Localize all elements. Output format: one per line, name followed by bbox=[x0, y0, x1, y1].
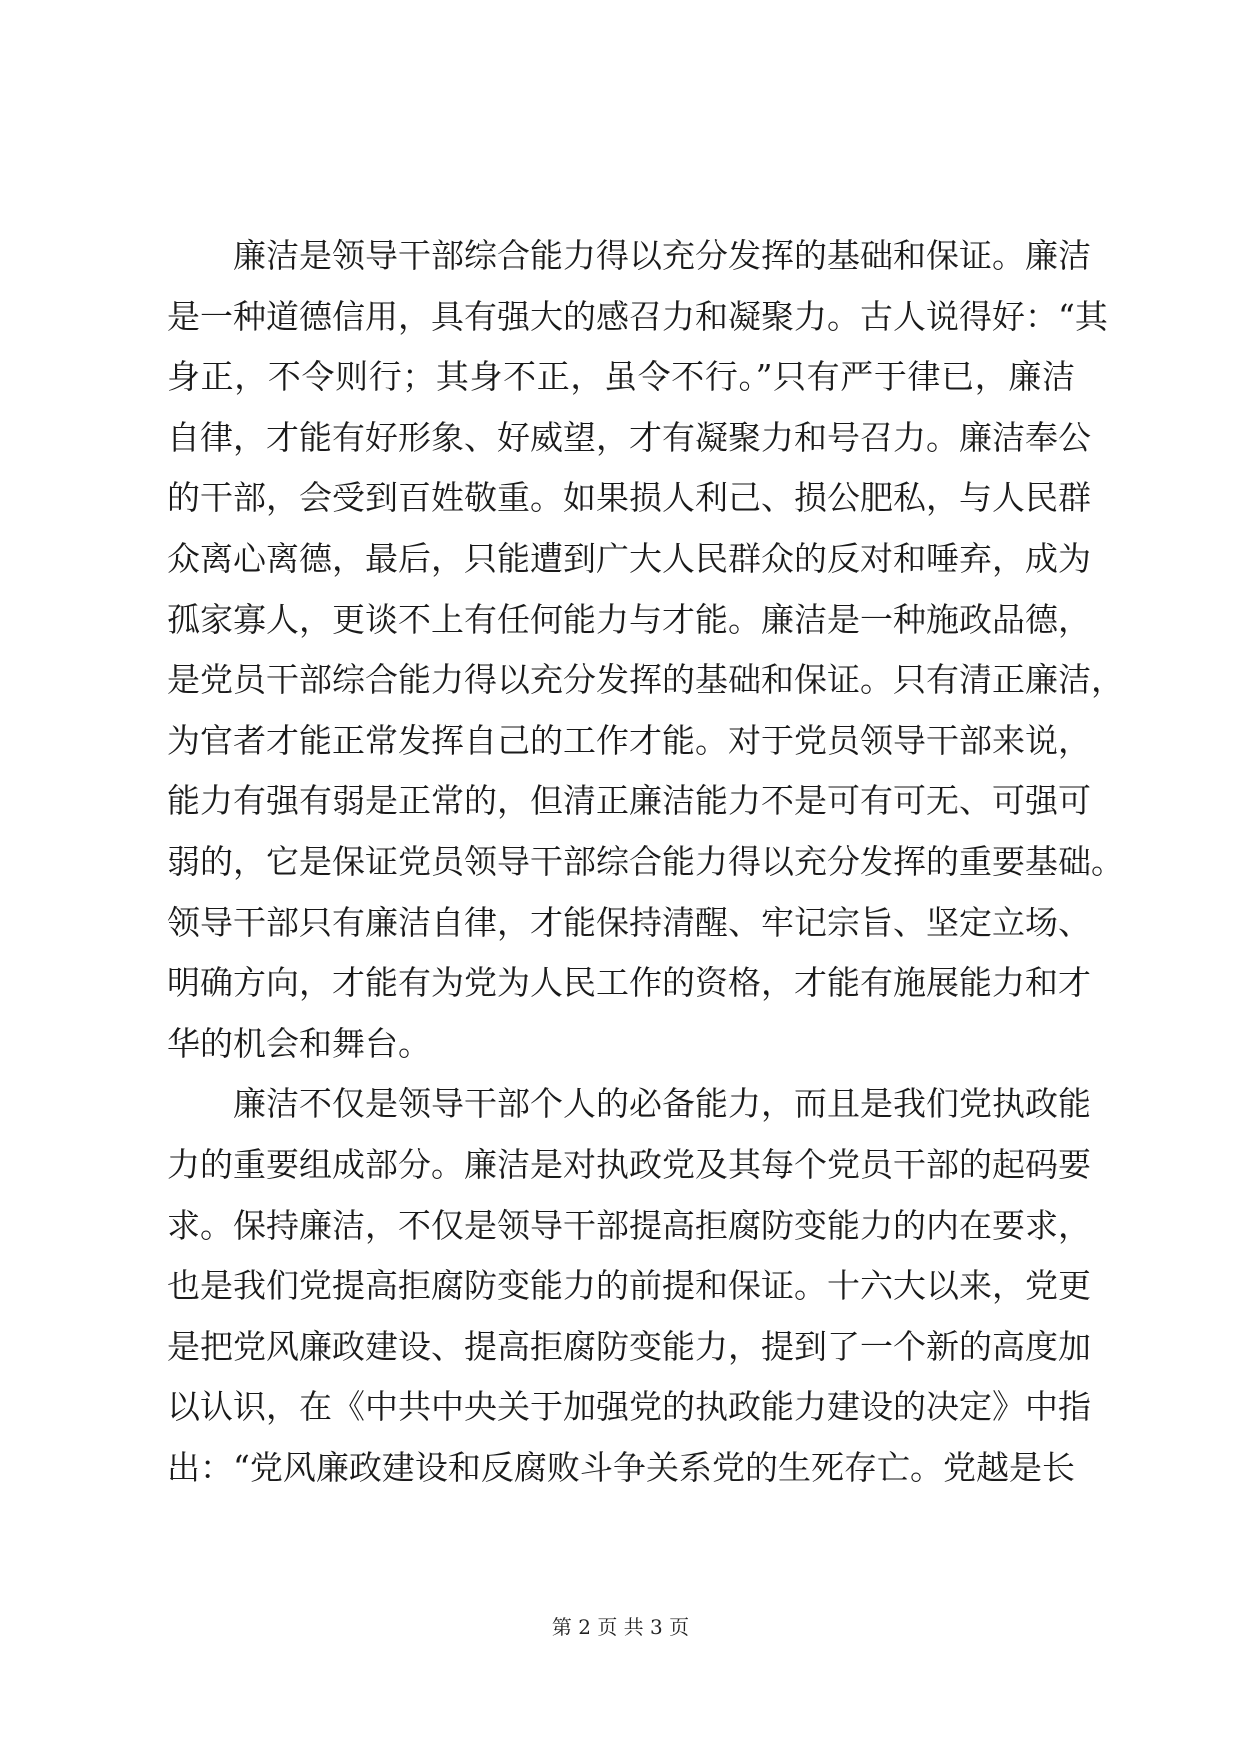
text-line: 弱的，它是保证党员领导干部综合能力得以充分发挥的重要基础。 bbox=[167, 841, 1124, 881]
text-line: 的干部，会受到百姓敬重。如果损人利己、损公肥私，与人民群 bbox=[167, 478, 1091, 518]
text-line: 众离心离德，最后，只能遭到广大人民群众的反对和唾弃，成为 bbox=[167, 538, 1091, 578]
paragraph-2 bbox=[167, 1074, 1091, 1498]
text-line: 领导干部只有廉洁自律，才能保持清醒、牢记宗旨、坚定立场、 bbox=[167, 902, 1091, 942]
page-number-footer: 第 2 页 共 3 页 bbox=[551, 1615, 690, 1639]
text-line: 以认识，在《中共中央关于加强党的执政能力建设的决定》中指 bbox=[167, 1387, 1091, 1427]
text-line: 是把党风廉政建设、提高拒腐防变能力，提到了一个新的高度加 bbox=[167, 1326, 1091, 1366]
text-line: 能力有强有弱是正常的，但清正廉洁能力不是可有可无、可强可 bbox=[167, 781, 1091, 821]
text-line: 廉洁是领导干部综合能力得以充分发挥的基础和保证。廉洁 bbox=[233, 236, 1091, 275]
text-line: 自律，才能有好形象、好威望，才有凝聚力和号召力。廉洁奉公 bbox=[167, 417, 1091, 457]
text-line: 为官者才能正常发挥自己的工作才能。对于党员领导干部来说， bbox=[167, 720, 1091, 760]
text-line: 求。保持廉洁，不仅是领导干部提高拒腐防变能力的内在要求， bbox=[167, 1205, 1091, 1245]
document-body bbox=[167, 226, 1124, 1498]
text-line: 是一种道德信用，具有强大的感召力和凝聚力。古人说得好：“其 bbox=[167, 296, 1108, 336]
text-line: 廉洁不仅是领导干部个人的必备能力，而且是我们党执政能 bbox=[233, 1084, 1091, 1124]
paragraph-1 bbox=[167, 226, 1124, 1074]
text-line: 出：“党风廉政建设和反腐败斗争关系党的生死存亡。党越是长 bbox=[167, 1447, 1075, 1487]
text-line: 是党员干部综合能力得以充分发挥的基础和保证。只有清正廉洁， bbox=[167, 660, 1124, 700]
text-line: 孤家寡人，更谈不上有任何能力与才能。廉洁是一种施政品德， bbox=[167, 599, 1091, 639]
text-line: 华的机会和舞台。 bbox=[167, 1023, 431, 1063]
text-line: 身正，不令则行；其身不正，虽令不行。”只有严于律已，廉洁 bbox=[167, 357, 1075, 397]
text-line: 明确方向，才能有为党为人民工作的资格，才能有施展能力和才 bbox=[167, 963, 1091, 1003]
text-line: 力的重要组成部分。廉洁是对执政党及其每个党员干部的起码要 bbox=[167, 1144, 1091, 1184]
text-line: 也是我们党提高拒腐防变能力的前提和保证。十六大以来，党更 bbox=[167, 1266, 1091, 1306]
